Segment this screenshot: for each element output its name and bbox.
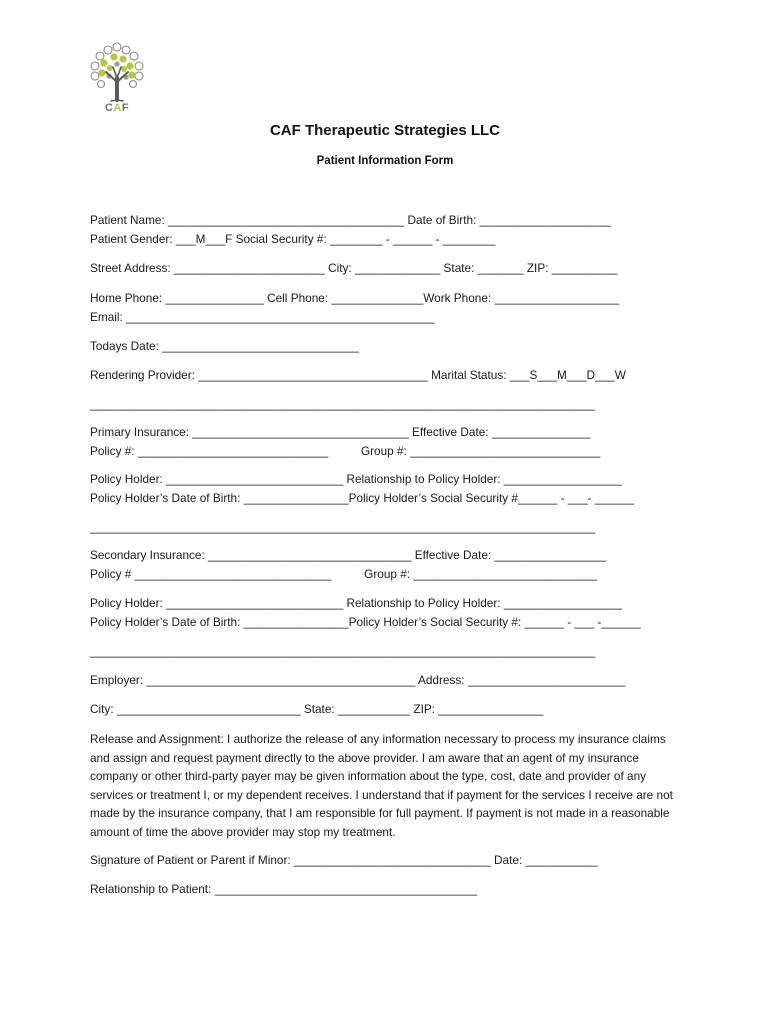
relationship-line[interactable]: Relationship to Patient: ________________________________________ bbox=[90, 882, 478, 896]
address-line[interactable]: Street Address: _______________________ City: _____________ State: _______ ZIP: __________ bbox=[90, 261, 618, 275]
separator-line: _____________________________________________________________________________ bbox=[90, 520, 596, 534]
email-line[interactable]: Email: _______________________________________________ bbox=[90, 310, 435, 324]
secondary-insurance-line[interactable]: Secondary Insurance: _______________________________ Effective Date: _________________ bbox=[90, 548, 607, 562]
form-subtitle: Patient Information Form bbox=[316, 155, 454, 167]
page-title: CAF Therapeutic Strategies LLC bbox=[269, 122, 501, 139]
employer-address-line[interactable]: Employer: _________________________________________ Address: ________________________ bbox=[90, 673, 626, 687]
tree-icon bbox=[86, 42, 148, 102]
provider-marital-line[interactable]: Rendering Provider: ___________________________________ Marital Status: ___S___M___D___W bbox=[90, 368, 626, 382]
secondary-holder-dob-ssn-line[interactable]: Policy Holder’s Date of Birth: ________________Policy Holder’s Social Security #: ______ - ___ -______ bbox=[90, 615, 641, 629]
separator-line: _____________________________________________________________________________ bbox=[90, 397, 596, 411]
separator-line: _____________________________________________________________________________ bbox=[90, 644, 596, 658]
employer-city-state-zip-line[interactable]: City: ____________________________ State: ___________ ZIP: ________________ bbox=[90, 702, 544, 716]
primary-policy-group-line[interactable]: Policy #: _____________________________ Group #: _____________________________ bbox=[90, 444, 601, 458]
primary-policy-holder-line[interactable]: Policy Holder: ___________________________ Relationship to Policy Holder: __________________ bbox=[90, 472, 622, 486]
release-assignment-paragraph: Release and Assignment: I authorize the release of any information necessary to process my insurance claims and assign and request payment directly to the above provider. I am aware that an agent of my insurance company or other third-party payer may be given information about the type, cost, date and provider of any services or treatment I, or my dependent receives. I understand that if payment for the services I receive are not made by the insurance company, that I am responsible for full payment. If payment is not made in a reasonable amount of time the above provider may stop my treatment. bbox=[90, 732, 673, 839]
gender-ssn-line[interactable]: Patient Gender: ___M___F Social Security #: ________ - ______ - ________ bbox=[90, 232, 496, 246]
patient-name-dob-line[interactable]: Patient Name: ____________________________________ Date of Birth: ____________________ bbox=[90, 213, 611, 227]
caf-logo bbox=[86, 42, 148, 120]
phones-line[interactable]: Home Phone: _______________ Cell Phone: ______________Work Phone: ___________________ bbox=[90, 291, 620, 305]
signature-line[interactable]: Signature of Patient or Parent if Minor: ______________________________ Date: ___________ bbox=[90, 853, 598, 867]
todays-date-line[interactable]: Todays Date: ______________________________ bbox=[90, 339, 359, 353]
secondary-policy-holder-line[interactable]: Policy Holder: ___________________________ Relationship to Policy Holder: __________________ bbox=[90, 596, 622, 610]
primary-holder-dob-ssn-line[interactable]: Policy Holder’s Date of Birth: ________________Policy Holder’s Social Security #______ - ___- ______ bbox=[90, 491, 635, 505]
logo-wordmark: CAF bbox=[104, 102, 130, 114]
secondary-policy-group-line[interactable]: Policy # ______________________________ Group #: ____________________________ bbox=[90, 567, 598, 581]
primary-insurance-line[interactable]: Primary Insurance: _________________________________ Effective Date: _______________ bbox=[90, 425, 591, 439]
